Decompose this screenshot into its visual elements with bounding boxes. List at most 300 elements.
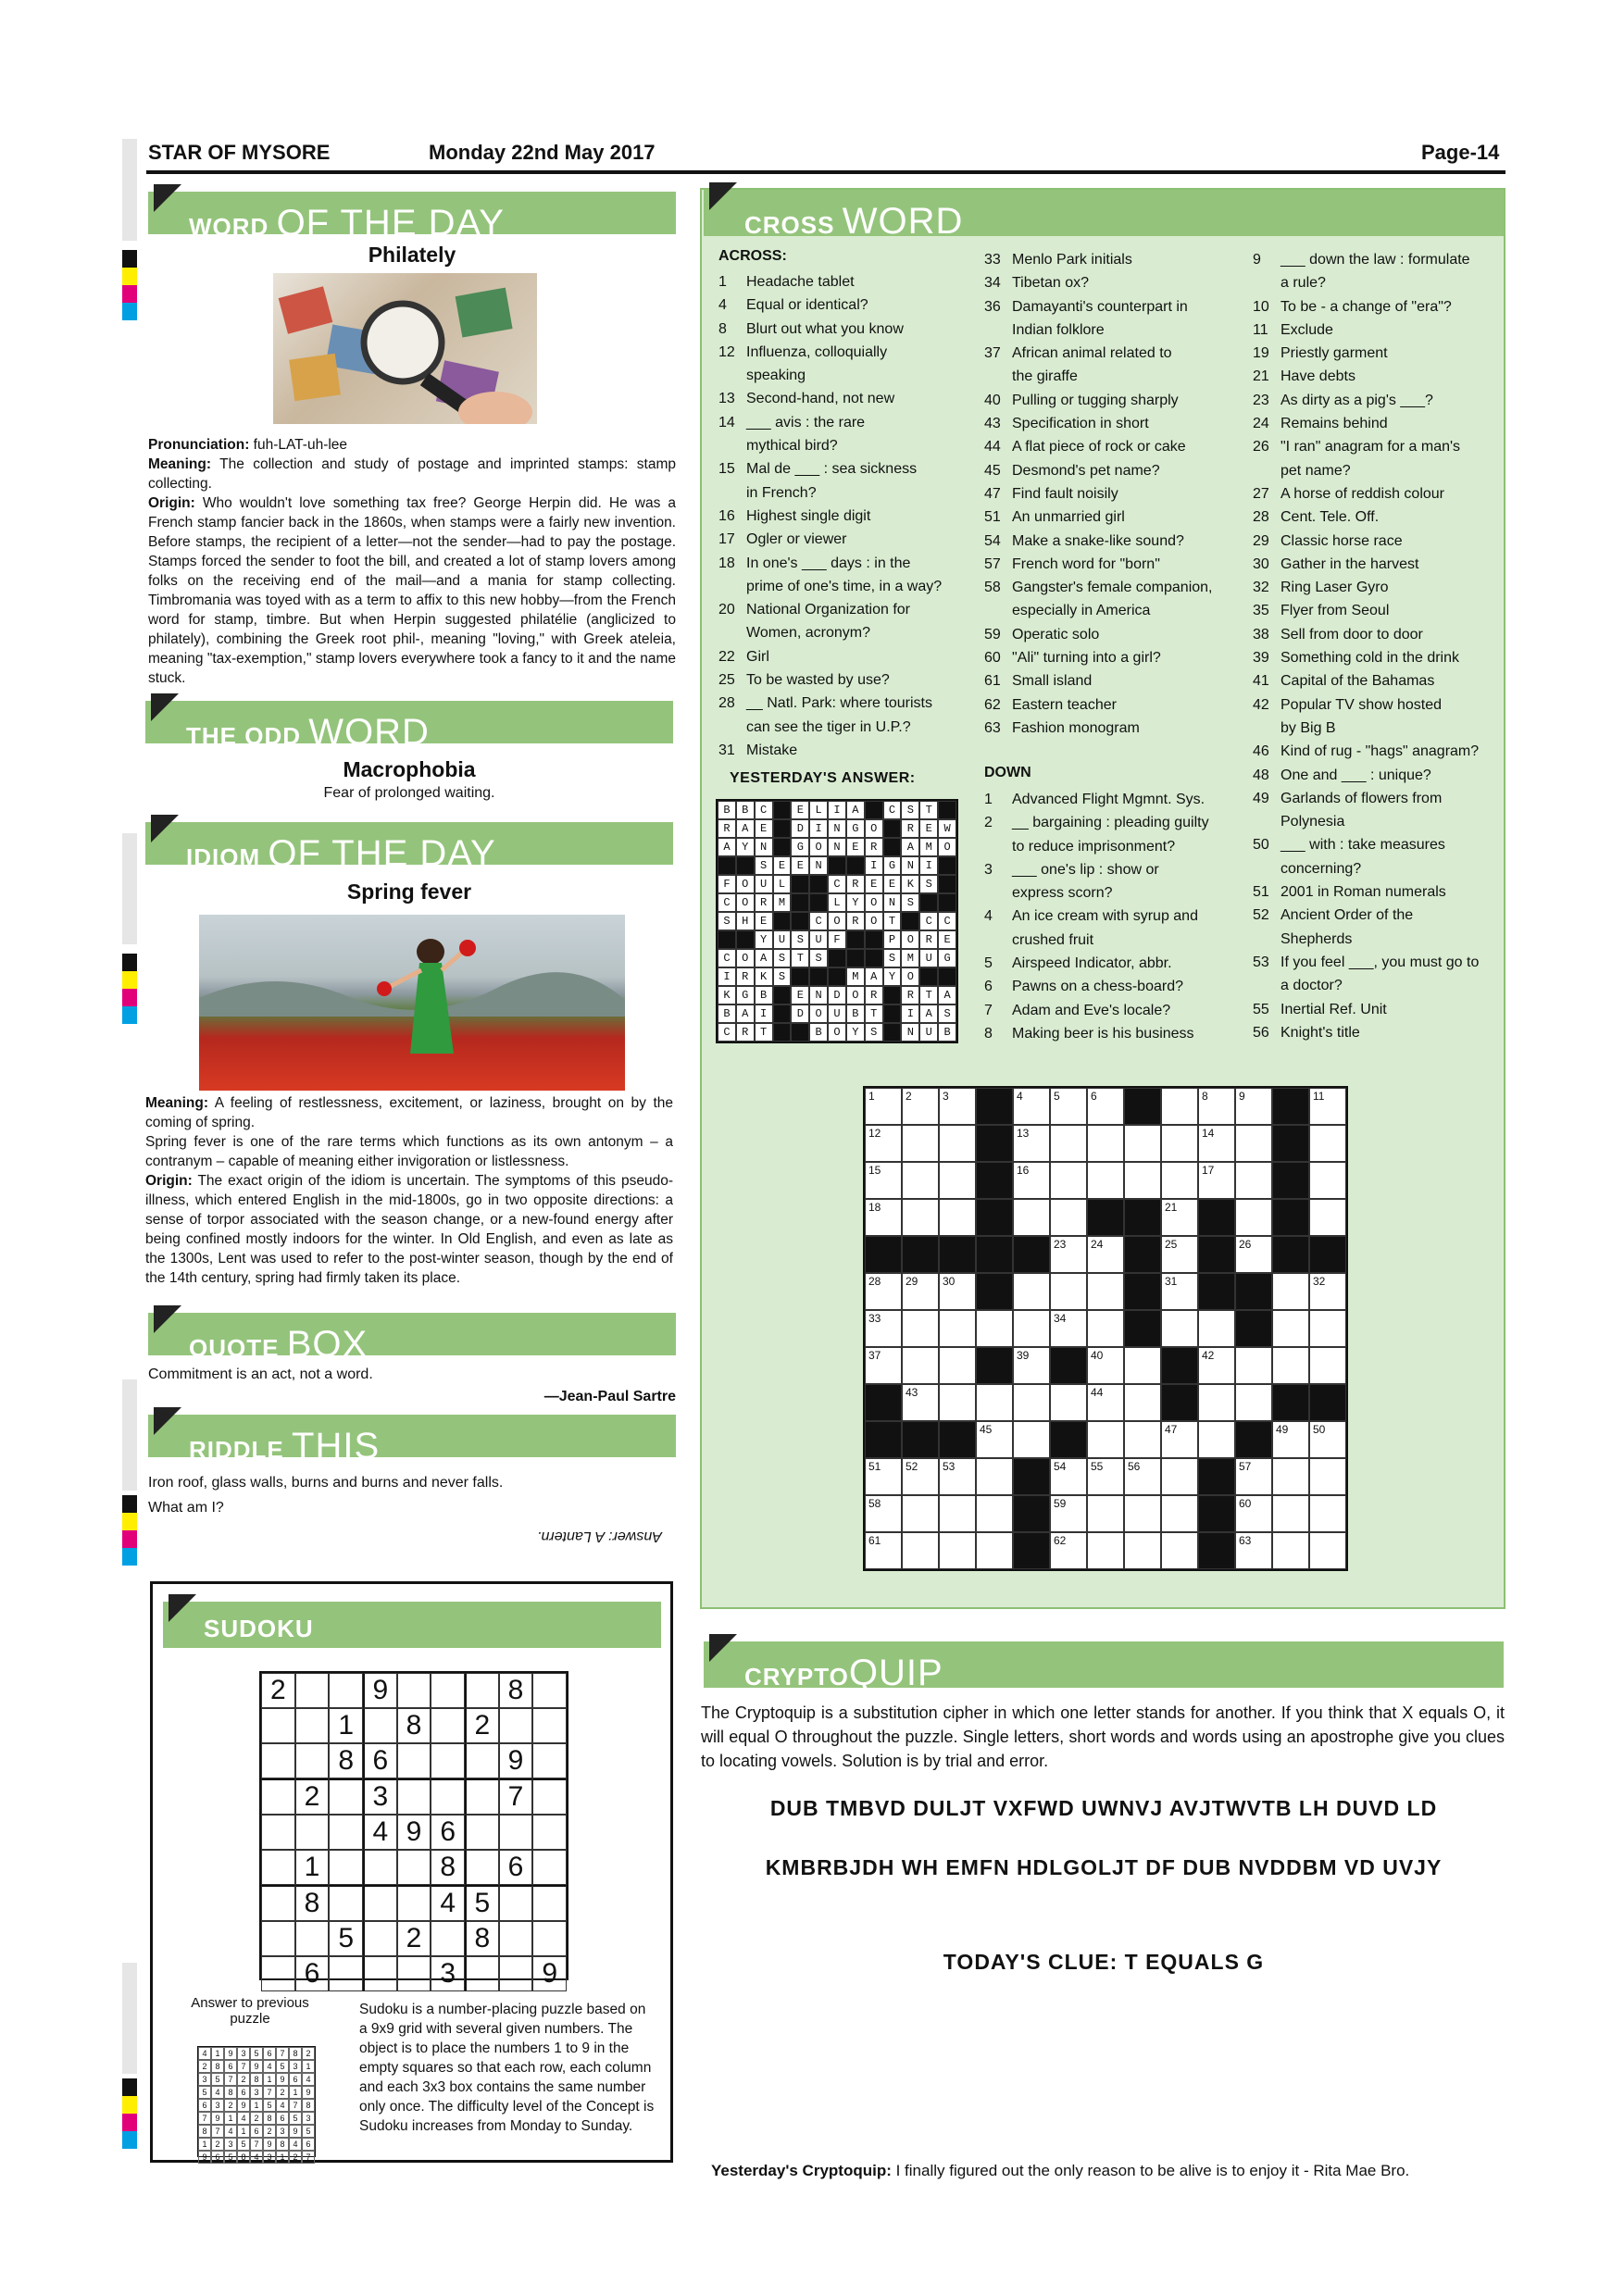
crossword-cell[interactable] — [1013, 1273, 1050, 1310]
crossword-cell[interactable] — [902, 1532, 939, 1569]
crossword-cell[interactable] — [1013, 1384, 1050, 1421]
crossword-cell[interactable] — [1013, 1310, 1050, 1347]
crossword-cell[interactable] — [1198, 1125, 1235, 1162]
sudoku-cell[interactable] — [397, 1885, 431, 1921]
clue-number: 6 — [984, 979, 993, 995]
crossword-cell[interactable] — [1087, 1532, 1124, 1569]
down-heading: DOWN — [984, 765, 1031, 780]
clue-row — [718, 716, 968, 739]
crossword-cell[interactable] — [865, 1088, 902, 1125]
cell-number: 12 — [868, 1127, 881, 1140]
sudoku-cell[interactable] — [261, 1743, 295, 1778]
crossword-grid — [863, 1086, 1348, 1571]
crossword-cell[interactable] — [1235, 1236, 1272, 1273]
answer-cell: U — [919, 949, 938, 967]
answer-cell: 2 — [289, 2151, 302, 2164]
crossword-cell[interactable] — [1235, 1162, 1272, 1199]
sudoku-cell[interactable] — [329, 1850, 363, 1885]
sudoku-cell: 9 — [532, 1956, 567, 1991]
crossword-cell[interactable] — [1124, 1421, 1161, 1458]
clue-text: Pulling or tugging sharply — [1012, 392, 1179, 408]
crossword-cell[interactable] — [902, 1495, 939, 1532]
crossword-cell[interactable] — [1161, 1421, 1198, 1458]
crossword-cell[interactable] — [1235, 1125, 1272, 1162]
sudoku-cell[interactable] — [295, 1815, 330, 1850]
sudoku-cell[interactable] — [532, 1921, 567, 1956]
sudoku-cell[interactable] — [329, 1956, 363, 1991]
answer-cell: B — [938, 1023, 956, 1042]
sudoku-cell[interactable] — [465, 1673, 499, 1708]
clue-number: 17 — [718, 531, 735, 548]
answer-cell: 8 — [263, 2112, 276, 2125]
clue-row — [984, 412, 1234, 435]
crossword-cell[interactable] — [1309, 1310, 1346, 1347]
crossword-cell[interactable] — [1124, 1532, 1161, 1569]
crossword-cell[interactable] — [1050, 1532, 1087, 1569]
sudoku-cell[interactable] — [363, 1956, 397, 1991]
black-square — [773, 1023, 792, 1042]
answer-cell: 2 — [198, 2060, 211, 2073]
clue-row — [1253, 974, 1503, 997]
clue-number: 37 — [984, 345, 1001, 362]
sudoku-cell[interactable] — [465, 1850, 499, 1885]
crossword-cell[interactable] — [1272, 1458, 1309, 1495]
answer-cell: 9 — [289, 2125, 302, 2138]
crossword-cell[interactable] — [865, 1532, 902, 1569]
crossword-cell[interactable] — [1235, 1495, 1272, 1532]
crossword-cell[interactable] — [976, 1421, 1013, 1458]
crossword-cell[interactable] — [1124, 1162, 1161, 1199]
crossword-cell[interactable] — [976, 1384, 1013, 1421]
sudoku-cell[interactable] — [532, 1885, 567, 1921]
crossword-cell[interactable] — [902, 1310, 939, 1347]
crossword-cell[interactable] — [865, 1495, 902, 1532]
answer-cell: 9 — [263, 2138, 276, 2151]
crossword-cell[interactable] — [1198, 1162, 1235, 1199]
sudoku-cell[interactable] — [431, 1743, 465, 1778]
crossword-cell[interactable] — [1235, 1199, 1272, 1236]
sudoku-cell[interactable] — [295, 1708, 330, 1743]
crossword-cell[interactable] — [1087, 1495, 1124, 1532]
sudoku-cell[interactable] — [329, 1815, 363, 1850]
crossword-cell[interactable] — [1087, 1088, 1124, 1125]
sudoku-cell[interactable] — [431, 1921, 465, 1956]
crossword-cell[interactable] — [1235, 1088, 1272, 1125]
black-square — [1198, 1236, 1235, 1273]
clue-number — [984, 318, 1012, 342]
clue-row — [718, 457, 968, 480]
crossword-cell[interactable] — [902, 1347, 939, 1384]
previous-answer-label: Answer to previous puzzle — [191, 1995, 309, 2027]
crossword-cell[interactable] — [1309, 1125, 1346, 1162]
clue-text: Shepherds — [1280, 930, 1353, 947]
clue-text: Indian folklore — [1012, 321, 1105, 338]
clue-text: __ bargaining : pleading guilty — [1012, 815, 1209, 831]
crossword-cell[interactable] — [1087, 1458, 1124, 1495]
crossword-cell[interactable] — [939, 1495, 976, 1532]
sudoku-cell[interactable] — [363, 1885, 397, 1921]
answer-cell: G — [791, 838, 809, 856]
crossword-cell[interactable] — [1124, 1495, 1161, 1532]
crossword-cell[interactable] — [865, 1310, 902, 1347]
crossword-cell[interactable] — [1124, 1384, 1161, 1421]
crossword-cell[interactable] — [865, 1199, 902, 1236]
sudoku-cell[interactable] — [532, 1778, 567, 1815]
clue-text: Polynesia — [1280, 814, 1345, 830]
sudoku-cell[interactable] — [261, 1921, 295, 1956]
cell-number: 63 — [1239, 1534, 1252, 1547]
black-square — [902, 1236, 939, 1273]
crossword-cell[interactable] — [1050, 1125, 1087, 1162]
clue-text: ___ one's lip : show or — [1012, 861, 1159, 878]
cell-number: 3 — [943, 1090, 949, 1103]
crossword-cell[interactable] — [1309, 1199, 1346, 1236]
crossword-cell[interactable] — [939, 1310, 976, 1347]
answer-cell: 9 — [198, 2151, 211, 2164]
black-square — [773, 819, 792, 838]
answer-cell: N — [809, 986, 828, 1004]
crossword-cell[interactable] — [1013, 1347, 1050, 1384]
crossword-cell[interactable] — [1050, 1458, 1087, 1495]
cell-number: 42 — [1202, 1349, 1215, 1362]
cell-number: 52 — [906, 1460, 918, 1473]
crossword-cell[interactable] — [1198, 1347, 1235, 1384]
crossword-cell[interactable] — [976, 1310, 1013, 1347]
answer-cell: E — [755, 819, 773, 838]
clue-row — [984, 646, 1234, 669]
yesterday-cryptoquip: Yesterday's Cryptoquip: I finally figured out the only reason to be alive is to enjoy it - Rita Mae Bro. — [711, 2162, 1410, 2179]
sudoku-cell[interactable] — [397, 1778, 431, 1815]
black-square — [1124, 1310, 1161, 1347]
crossword-cell[interactable] — [939, 1199, 976, 1236]
answer-cell: 3 — [276, 2125, 289, 2138]
sudoku-cell[interactable] — [499, 1956, 533, 1991]
black-square — [791, 1023, 809, 1042]
answer-cell: S — [901, 893, 919, 912]
crossword-cell[interactable] — [1309, 1458, 1346, 1495]
cell-number: 44 — [1091, 1386, 1104, 1399]
black-square — [1124, 1199, 1161, 1236]
black-square — [1013, 1532, 1050, 1569]
crossword-cell[interactable] — [1161, 1310, 1198, 1347]
clue-text: Pawns on a chess-board? — [1012, 979, 1183, 995]
clue-number — [718, 621, 746, 644]
crossword-cell[interactable] — [1309, 1347, 1346, 1384]
riddle-banner: RIDDLE THIS — [148, 1415, 676, 1457]
crossword-cell[interactable] — [1087, 1273, 1124, 1310]
crossword-cell[interactable] — [939, 1347, 976, 1384]
clue-row — [984, 952, 1243, 975]
clue-text: Mal de ___ : sea sickness — [746, 461, 918, 478]
crossword-cell[interactable] — [902, 1088, 939, 1125]
black-square — [976, 1199, 1013, 1236]
sudoku-cell[interactable] — [532, 1743, 567, 1778]
black-square — [865, 930, 883, 949]
cell-number: 39 — [1017, 1349, 1030, 1362]
crossword-cell[interactable] — [1050, 1199, 1087, 1236]
clue-number: 54 — [984, 532, 1001, 549]
crossword-cell[interactable] — [1050, 1236, 1087, 1273]
crossword-cell[interactable] — [1235, 1458, 1272, 1495]
clue-text: Ogler or viewer — [746, 531, 847, 548]
crossword-cell[interactable] — [1161, 1495, 1198, 1532]
sudoku-cell[interactable] — [431, 1708, 465, 1743]
sudoku-cell: 6 — [363, 1743, 397, 1778]
answer-cell: 5 — [276, 2060, 289, 2073]
sudoku-cell[interactable] — [465, 1815, 499, 1850]
sudoku-cell[interactable] — [532, 1850, 567, 1885]
quote-text: Commitment is an act, not a word. — [148, 1366, 373, 1382]
crossword-cell[interactable] — [939, 1458, 976, 1495]
crossword-cell[interactable] — [902, 1125, 939, 1162]
clue-number — [1253, 271, 1280, 294]
clue-number: 39 — [1253, 650, 1269, 667]
cell-number: 45 — [980, 1423, 993, 1436]
crossword-cell[interactable] — [1161, 1273, 1198, 1310]
sudoku-cell[interactable] — [329, 1885, 363, 1921]
sudoku-cell[interactable] — [295, 1921, 330, 1956]
crossword-cell[interactable] — [1087, 1384, 1124, 1421]
answer-cell: 7 — [198, 2112, 211, 2125]
sudoku-cell[interactable] — [499, 1815, 533, 1850]
crossword-cell[interactable] — [1309, 1421, 1346, 1458]
crossword-cell[interactable] — [865, 1347, 902, 1384]
crossword-cell[interactable] — [1050, 1310, 1087, 1347]
black-square — [791, 893, 809, 912]
crossword-cell[interactable] — [1087, 1421, 1124, 1458]
answer-cell: 1 — [198, 2138, 211, 2151]
clue-row — [718, 505, 968, 528]
sudoku-cell[interactable] — [397, 1743, 431, 1778]
sudoku-cell[interactable] — [397, 1956, 431, 1991]
sudoku-cell[interactable] — [261, 1850, 295, 1885]
crossword-cell[interactable] — [865, 1125, 902, 1162]
crossword-cell[interactable] — [1013, 1162, 1050, 1199]
black-square — [976, 1273, 1013, 1310]
answer-cell: I — [919, 856, 938, 875]
answer-cell: 9 — [276, 2073, 289, 2086]
sudoku-cell[interactable] — [261, 1815, 295, 1850]
clue-number: 45 — [984, 462, 1001, 479]
crossword-cell[interactable] — [1050, 1273, 1087, 1310]
clue-number: 16 — [718, 507, 735, 524]
crossword-cell[interactable] — [1087, 1125, 1124, 1162]
clue-row — [718, 552, 968, 575]
answer-cell: M — [846, 967, 865, 986]
crossword-cell[interactable] — [1013, 1125, 1050, 1162]
crossword-cell[interactable] — [1161, 1088, 1198, 1125]
sudoku-cell[interactable] — [431, 1778, 465, 1815]
crossword-cell[interactable] — [902, 1384, 939, 1421]
crossword-cell[interactable] — [1161, 1458, 1198, 1495]
crossword-cell[interactable] — [1235, 1384, 1272, 1421]
clue-row — [718, 293, 968, 317]
answer-cell: U — [809, 930, 828, 949]
answer-cell: N — [809, 856, 828, 875]
sudoku-cell[interactable] — [261, 1708, 295, 1743]
black-square — [1013, 1236, 1050, 1273]
answer-cell: 5 — [263, 2099, 276, 2112]
yesterday-crossword-answer — [716, 799, 958, 1043]
crossword-cell[interactable] — [1161, 1199, 1198, 1236]
crossword-cell[interactable] — [939, 1125, 976, 1162]
crossword-cell[interactable] — [939, 1384, 976, 1421]
crossword-cell[interactable] — [1013, 1199, 1050, 1236]
crossword-cell[interactable] — [1087, 1347, 1124, 1384]
clue-text: in French? — [746, 484, 817, 501]
black-square — [865, 1421, 902, 1458]
sudoku-cell[interactable] — [295, 1673, 330, 1708]
crossword-cell[interactable] — [1198, 1384, 1235, 1421]
sudoku-cell[interactable] — [397, 1673, 431, 1708]
sudoku-cell[interactable] — [363, 1708, 397, 1743]
crossword-cell[interactable] — [865, 1458, 902, 1495]
clue-number: 56 — [1253, 1024, 1269, 1041]
crossword-cell[interactable] — [1235, 1347, 1272, 1384]
answer-cell: 4 — [211, 2086, 224, 2099]
crossword-cell[interactable] — [1272, 1347, 1309, 1384]
answer-cell: S — [883, 949, 902, 967]
black-square — [919, 967, 938, 986]
crossword-cell[interactable] — [1161, 1236, 1198, 1273]
crossword-cell[interactable] — [1272, 1273, 1309, 1310]
crossword-cell[interactable] — [939, 1162, 976, 1199]
clue-text: by Big B — [1280, 719, 1336, 736]
answer-cell: 7 — [276, 2047, 289, 2060]
crossword-cell[interactable] — [1198, 1088, 1235, 1125]
crossword-cell[interactable] — [1272, 1421, 1309, 1458]
sudoku-cell[interactable] — [295, 1743, 330, 1778]
sudoku-cell[interactable] — [397, 1850, 431, 1885]
crossword-cell[interactable] — [1013, 1088, 1050, 1125]
crossword-cell[interactable] — [1050, 1088, 1087, 1125]
crossword-cell[interactable] — [1309, 1495, 1346, 1532]
crossword-cell[interactable] — [1050, 1495, 1087, 1532]
crossword-cell[interactable] — [976, 1495, 1013, 1532]
sudoku-cell[interactable] — [465, 1778, 499, 1815]
clue-text: Classic horse race — [1280, 532, 1403, 549]
answer-cell: E — [791, 986, 809, 1004]
answer-cell: 3 — [211, 2099, 224, 2112]
crossword-cell[interactable] — [1087, 1162, 1124, 1199]
black-square — [883, 1004, 902, 1023]
answer-cell: 6 — [198, 2099, 211, 2112]
crossword-cell[interactable] — [902, 1458, 939, 1495]
crossword-cell[interactable] — [1050, 1384, 1087, 1421]
sudoku-cell[interactable] — [261, 1885, 295, 1921]
sudoku-cell: 6 — [295, 1956, 330, 1991]
sudoku-cell[interactable] — [363, 1921, 397, 1956]
crossword-cell[interactable] — [865, 1273, 902, 1310]
cell-number: 62 — [1054, 1534, 1067, 1547]
clue-row — [984, 482, 1234, 505]
sudoku-cell[interactable] — [431, 1673, 465, 1708]
crossword-cell[interactable] — [1272, 1495, 1309, 1532]
sudoku-cell[interactable] — [329, 1778, 363, 1815]
crossword-cell[interactable] — [1309, 1162, 1346, 1199]
sudoku-cell[interactable] — [261, 1956, 295, 1991]
crossword-cell[interactable] — [1272, 1532, 1309, 1569]
crossword-cell[interactable] — [1087, 1310, 1124, 1347]
black-square — [846, 856, 865, 875]
clue-row — [1253, 928, 1503, 951]
word-of-day-word: Philately — [368, 243, 456, 267]
crossword-cell[interactable] — [1161, 1125, 1198, 1162]
clue-text: Menlo Park initials — [1012, 252, 1132, 268]
crossword-cell[interactable] — [1161, 1162, 1198, 1199]
sudoku-cell[interactable] — [532, 1673, 567, 1708]
crossword-cell[interactable] — [1198, 1310, 1235, 1347]
cell-number: 21 — [1165, 1201, 1178, 1214]
crossword-cell[interactable] — [902, 1273, 939, 1310]
crossword-cell[interactable] — [1050, 1162, 1087, 1199]
crossword-cell[interactable] — [1272, 1310, 1309, 1347]
crossword-cell[interactable] — [1124, 1347, 1161, 1384]
crossword-cell[interactable] — [1161, 1532, 1198, 1569]
crossword-cell[interactable] — [976, 1458, 1013, 1495]
answer-cell: 3 — [198, 2073, 211, 2086]
crossword-cell[interactable] — [1013, 1421, 1050, 1458]
sudoku-cell[interactable] — [363, 1850, 397, 1885]
crossword-cell[interactable] — [1309, 1273, 1346, 1310]
sudoku-cell[interactable] — [329, 1673, 363, 1708]
crossword-cell[interactable] — [902, 1199, 939, 1236]
crossword-cell[interactable] — [1087, 1236, 1124, 1273]
crossword-cell[interactable] — [976, 1532, 1013, 1569]
clue-row — [984, 881, 1243, 905]
answer-cell: 2 — [302, 2047, 315, 2060]
clue-number: 13 — [718, 391, 735, 407]
sudoku-cell[interactable] — [465, 1956, 499, 1991]
clue-text: Kind of rug - "hags" anagram? — [1280, 743, 1480, 760]
crossword-cell[interactable] — [902, 1162, 939, 1199]
sudoku-cell[interactable] — [532, 1708, 567, 1743]
black-square — [938, 967, 956, 986]
clue-row — [984, 669, 1234, 693]
sudoku-cell[interactable] — [499, 1708, 533, 1743]
crossword-cell[interactable] — [1309, 1532, 1346, 1569]
black-square — [1235, 1273, 1272, 1310]
clue-text: "Ali" turning into a girl? — [1012, 650, 1161, 667]
answer-cell: 6 — [237, 2086, 250, 2099]
clue-text: Cent. Tele. Off. — [1280, 509, 1380, 526]
crossword-cell[interactable] — [1124, 1458, 1161, 1495]
crossword-cell[interactable] — [939, 1273, 976, 1310]
answer-cell: R — [865, 838, 883, 856]
crossword-cell[interactable] — [1198, 1421, 1235, 1458]
answer-cell: N — [901, 856, 919, 875]
crossword-cell[interactable] — [1124, 1125, 1161, 1162]
sudoku-cell[interactable] — [465, 1743, 499, 1778]
sudoku-cell[interactable] — [499, 1921, 533, 1956]
clue-number: 53 — [1253, 954, 1269, 970]
crossword-cell[interactable] — [1309, 1088, 1346, 1125]
cell-number: 1 — [868, 1090, 875, 1103]
clue-row — [1253, 248, 1503, 271]
crossword-cell[interactable] — [939, 1532, 976, 1569]
clue-row — [718, 270, 968, 293]
crossword-cell[interactable] — [865, 1162, 902, 1199]
odd-word: Macrophobia — [343, 757, 476, 781]
sudoku-cell[interactable] — [499, 1885, 533, 1921]
crossword-cell[interactable] — [1235, 1532, 1272, 1569]
black-square — [976, 1162, 1013, 1199]
crossword-cell[interactable] — [939, 1088, 976, 1125]
sudoku-cell[interactable] — [261, 1778, 295, 1815]
clue-text: speaking — [746, 368, 806, 384]
sudoku-cell[interactable] — [532, 1815, 567, 1850]
answer-cell: 6 — [224, 2060, 237, 2073]
